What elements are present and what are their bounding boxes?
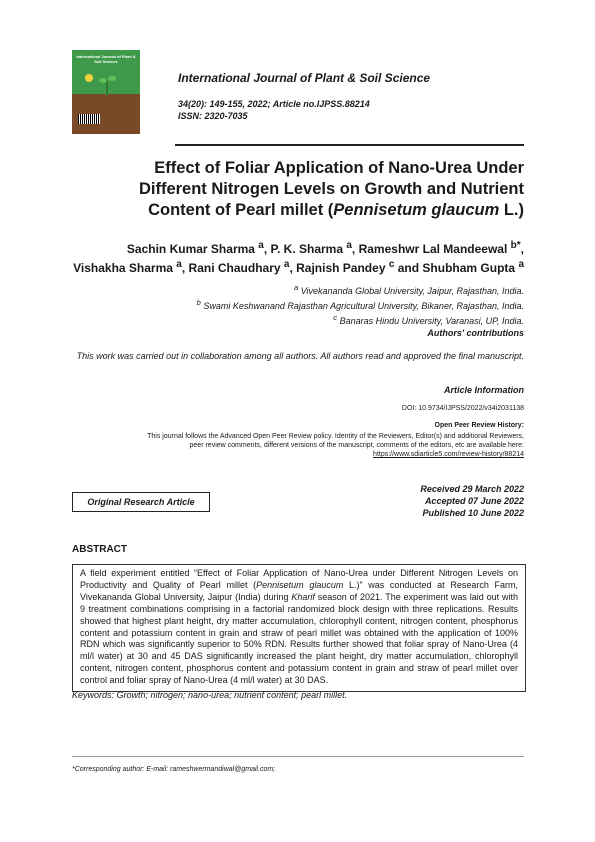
accepted-date: Accepted 07 June 2022 xyxy=(424,496,524,506)
affiliation-sup: b xyxy=(196,298,201,307)
affiliations xyxy=(72,282,524,327)
affiliation xyxy=(72,297,524,312)
peer-review-heading: Open Peer Review History: xyxy=(434,422,524,429)
doi: DOI: 10.9734/IJPSS/2022/v34i2031138 xyxy=(401,405,524,412)
journal-name: International Journal of Plant & Soil Science xyxy=(178,71,431,85)
peer-review-text xyxy=(72,432,524,459)
author-sup: b* xyxy=(510,240,521,251)
leaf-graphic xyxy=(99,78,107,83)
abstract-text-part: A field experiment entitled “Effect of Foliar Application of Nano-Urea under Different Nitrogen Levels on Productivity and Quality of Pearl millet ( xyxy=(80,568,518,590)
cover-title: International Journal of Plant & Soil Science xyxy=(76,54,136,64)
title-text: L.) xyxy=(499,201,524,219)
author-name: Shubham Gupta xyxy=(422,261,516,275)
keywords: Keywords: Growth; nitrogen; nano-urea; nutrient content; pearl millet. xyxy=(72,690,348,700)
title-text: Content of Pearl millet ( xyxy=(148,201,334,219)
peer-review-line: peer review comments, different versions of the manuscript, comments of the editors, etc are available here: xyxy=(189,442,524,449)
peer-review-line: This journal follows the Advanced Open Peer Review policy. Identity of the Reviewers, Editor(s) and additional Reviewers, xyxy=(147,433,524,440)
author-name: Rajnish Pandey xyxy=(296,261,386,275)
abstract-text xyxy=(72,564,526,692)
footnote-rule xyxy=(72,756,524,757)
sun-graphic xyxy=(85,74,93,82)
title-line: Different Nitrogen Levels on Growth and Nutrient xyxy=(138,180,524,198)
review-history-link[interactable]: https://www.sdiarticle5.com/review-history/88214 xyxy=(373,451,524,458)
abstract-text-part: L.)” was conducted at Research Farm, Vivekananda Global University, Jaipur (India) during xyxy=(80,579,519,602)
journal-cover-image xyxy=(72,50,140,134)
author-sup: a xyxy=(176,259,182,270)
author-name: Rameshwr Lal Mandeewal xyxy=(358,242,508,256)
plant-stem-graphic xyxy=(106,80,108,96)
abstract-heading: ABSTRACT xyxy=(72,544,127,555)
abstract-season: Kharif xyxy=(291,591,315,602)
affiliation-text: Vivekananda Global University, Jaipur, Rajasthan, India. xyxy=(300,286,524,296)
contributions-heading: Authors' contributions xyxy=(427,328,524,338)
corresponding-author-footnote: *Corresponding author: E-mail: rameshwermandiwal@gmail.com; xyxy=(72,766,276,773)
author-sup: a xyxy=(346,240,352,251)
article-dates xyxy=(360,483,524,519)
author-name: Vishakha Sharma xyxy=(73,261,173,275)
received-date: Received 29 March 2022 xyxy=(420,484,524,494)
peer-review-line xyxy=(72,450,524,459)
author-sup: a xyxy=(518,259,524,270)
author-sup: a xyxy=(258,240,264,251)
title-line: Effect of Foliar Application of Nano-Urea Under xyxy=(154,159,524,177)
contributions-text: This work was carried out in collaboration among all authors. All authors read and approved the final manuscript. xyxy=(76,351,524,361)
title-line xyxy=(72,200,524,221)
affiliation-text: Swami Keshwanand Rajasthan Agricultural University, Bikaner, Rajasthan, India. xyxy=(203,301,524,311)
abstract-species: Pennisetum glaucum xyxy=(256,579,344,590)
header-rule xyxy=(175,144,524,146)
paper-title xyxy=(72,158,524,221)
journal-volume: 34(20): 149-155, 2022; Article no.IJPSS.88214 xyxy=(178,99,370,109)
author-name: Rani Chaudhary xyxy=(188,261,281,275)
affiliation xyxy=(72,282,524,297)
affiliation-sup: a xyxy=(294,283,299,292)
title-species: Pennisetum glaucum xyxy=(333,201,500,219)
author-line: Sachin Kumar Sharma $^a$, P. K. Sharma $^a$, Rameshwr Lal Mandeewal $^{b*}$, xyxy=(126,240,524,256)
author-sup: c xyxy=(388,259,395,270)
article-type-badge: Original Research Article xyxy=(72,492,210,512)
leaf-graphic xyxy=(108,76,116,81)
affiliation xyxy=(72,312,524,327)
barcode-graphic xyxy=(78,114,100,124)
journal-issn: ISSN: 2320-7035 xyxy=(178,111,248,121)
article-info-heading: Article Information xyxy=(443,385,524,395)
abstract-text-part: season of 2021. The experiment was laid out with 9 treatment combinations comprising in a factorial randomized block design with three replications. Results showed that highest plant height, dry matter accumulation, chlorophyll content, nitrogen content, phosphorus content and potassium content in grain and straw of pearl millet was obtained with the application of 100% RDN which was significantly superior to 50% RDN. Results further showed that foliar spray of Nano-Urea (4 ml/l water) at 30 and 45 DAS significantly increased the plant height, dry matter accumulation, chlorophyll content, nitrogen content, phosphorus content and potassium content in grain and straw of pearl millet over control and foliar spray of Nano-Urea (4 ml/l water) at 30 DAS. xyxy=(80,591,519,686)
author-name: Sachin Kumar Sharma xyxy=(126,242,255,256)
published-date: Published 10 June 2022 xyxy=(422,508,524,518)
author-line: Vishakha Sharma $^a$, Rani Chaudhary $^a$, Rajnish Pandey $^c$ and Shubham Gupta $^a$ xyxy=(73,259,524,275)
author-name: P. K. Sharma xyxy=(270,242,344,256)
author-sup: a xyxy=(283,259,290,270)
author-list xyxy=(72,238,524,276)
affiliation-text: Banaras Hindu University, Varanasi, UP, India. xyxy=(339,316,524,326)
affiliation-sup: c xyxy=(333,313,338,322)
